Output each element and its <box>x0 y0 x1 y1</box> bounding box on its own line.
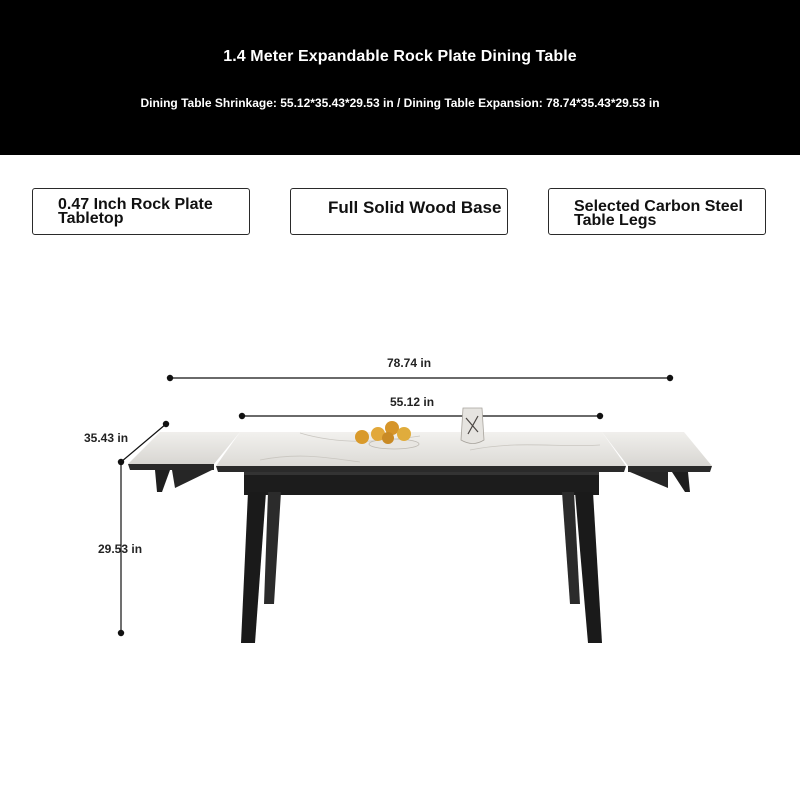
table-legs <box>241 492 602 643</box>
expanded-length-label: 78.74 in <box>387 356 432 370</box>
shrunk-length-label: 55.12 in <box>390 395 435 409</box>
depth-label: 35.43 in <box>84 431 129 445</box>
decor-vase <box>461 408 484 444</box>
feature-label-base: Full Solid Wood Base <box>328 198 502 217</box>
feature-label-legs: Selected Carbon Steel Table Legs <box>574 198 743 229</box>
banner-subtitle: Dining Table Shrinkage: 55.12*35.43*29.53 in / Dining Table Expansion: 78.74*35.43*29.53 in <box>140 96 660 110</box>
main-tabletop <box>216 432 626 472</box>
table-base <box>244 472 599 495</box>
banner-title: 1.4 Meter Expandable Rock Plate Dining Table <box>223 48 577 65</box>
dimension-line-shrunk <box>239 413 603 419</box>
dimension-line-expanded <box>167 375 673 381</box>
feature-label-tabletop: 0.47 Inch Rock Plate Tabletop <box>58 196 213 227</box>
height-label: 29.53 in <box>98 542 143 556</box>
